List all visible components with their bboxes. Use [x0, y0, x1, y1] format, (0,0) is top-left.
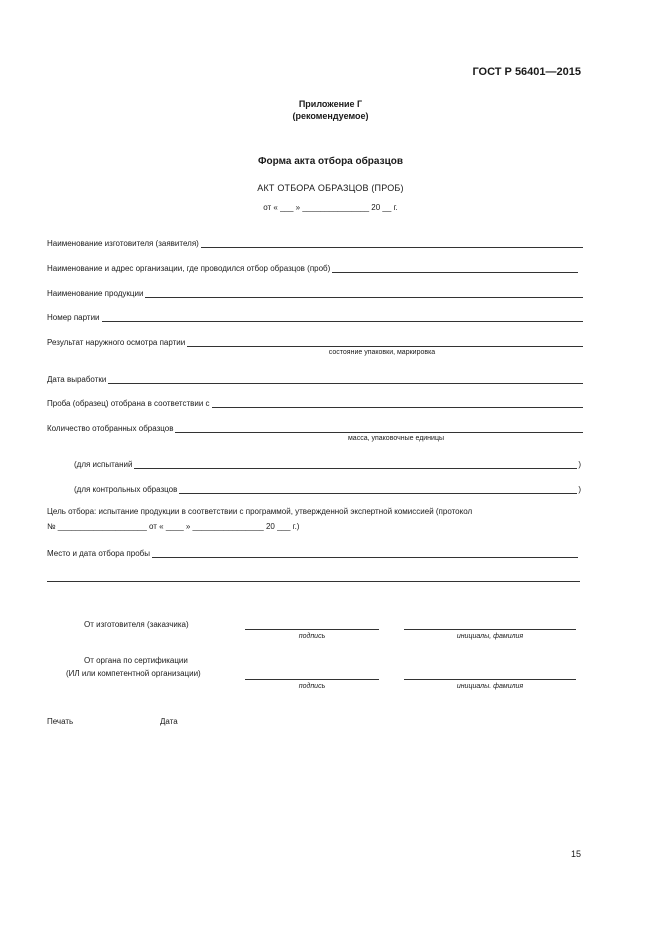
field-label: Дата выработки [47, 375, 107, 384]
field-for-control [74, 483, 581, 494]
sign-manufacturer-label: От изготовителя (заказчика) [84, 620, 189, 629]
annex-status: (рекомендуемое) [292, 111, 369, 121]
annex-heading [0, 98, 661, 122]
sign-body-label-2: (ИЛ или компетентной организации) [66, 669, 201, 678]
field-label: Место и дата отбора пробы [47, 549, 150, 558]
field-label: Проба (образец) отобрана в соответствии с [47, 399, 210, 408]
fill-line[interactable] [332, 264, 578, 273]
standard-code: ГОСТ Р 56401—2015 [472, 66, 581, 78]
field-product [47, 287, 583, 298]
quantity-hint: масса, упаковочные единицы [347, 435, 445, 442]
page-number: 15 [570, 849, 581, 859]
field-for-testing [74, 458, 581, 469]
signature-line-body[interactable] [245, 679, 379, 680]
fill-line[interactable] [179, 485, 577, 494]
fill-line[interactable] [145, 289, 583, 298]
field-label: Количество отобранных образцов [47, 424, 174, 433]
field-sampled-per [47, 397, 583, 408]
purpose-line-1: Цель отбора: испытание продукции в соответствии с программой, утвержденной экспертной комиссией (протокол [47, 507, 473, 516]
fill-line[interactable] [108, 375, 583, 384]
fill-line[interactable] [212, 399, 583, 408]
initials-caption: инициалы. фамилия [456, 683, 524, 690]
close-paren: ) [578, 460, 581, 469]
signature-caption: подпись [298, 683, 326, 690]
fill-line[interactable] [201, 239, 583, 248]
signature-line-manufacturer[interactable] [245, 629, 379, 630]
fill-line[interactable] [102, 313, 583, 322]
initials-line-body[interactable] [404, 679, 576, 680]
field-inspection [47, 336, 583, 347]
fill-line[interactable] [187, 338, 583, 347]
field-place-date [47, 547, 578, 558]
purpose-line-2: № ____________________ от « ____ » ________________ 20 ___ г.) [47, 522, 300, 531]
act-date-line: от « ___ » _______________ 20 __ г. [263, 203, 398, 212]
field-label: (для испытаний [74, 460, 133, 469]
field-label: Номер партии [47, 313, 100, 322]
initials-line-manufacturer[interactable] [404, 629, 576, 630]
signature-caption: подпись [298, 633, 326, 640]
initials-caption: инициалы, фамилия [456, 633, 524, 640]
fill-line[interactable] [134, 460, 577, 469]
field-organization [47, 262, 578, 273]
act-title: АКТ ОТБОРА ОБРАЗЦОВ (ПРОБ) [257, 183, 404, 193]
form-title: Форма акта отбора образцов [258, 156, 403, 167]
date-label: Дата [160, 717, 178, 726]
field-label: Наименование и адрес организации, где проводился отбор образцов (проб) [47, 264, 331, 273]
field-label: Результат наружного осмотра партии [47, 338, 186, 347]
stamp-label: Печать [47, 717, 74, 726]
field-manufacturer [47, 237, 583, 248]
inspection-hint: состояние упаковки, маркировка [328, 349, 436, 356]
field-label: Наименование изготовителя (заявителя) [47, 239, 199, 248]
field-label: (для контрольных образцов [74, 485, 178, 494]
blank-fill-line[interactable] [47, 581, 580, 582]
close-paren: ) [578, 485, 581, 494]
fill-line[interactable] [175, 424, 583, 433]
field-batch [47, 311, 583, 322]
field-production-date [47, 373, 583, 384]
sign-body-label-1: От органа по сертификации [84, 656, 188, 665]
field-label: Наименование продукции [47, 289, 144, 298]
fill-line[interactable] [152, 549, 578, 558]
field-quantity [47, 422, 583, 433]
annex-title: Приложение Г [298, 99, 363, 109]
